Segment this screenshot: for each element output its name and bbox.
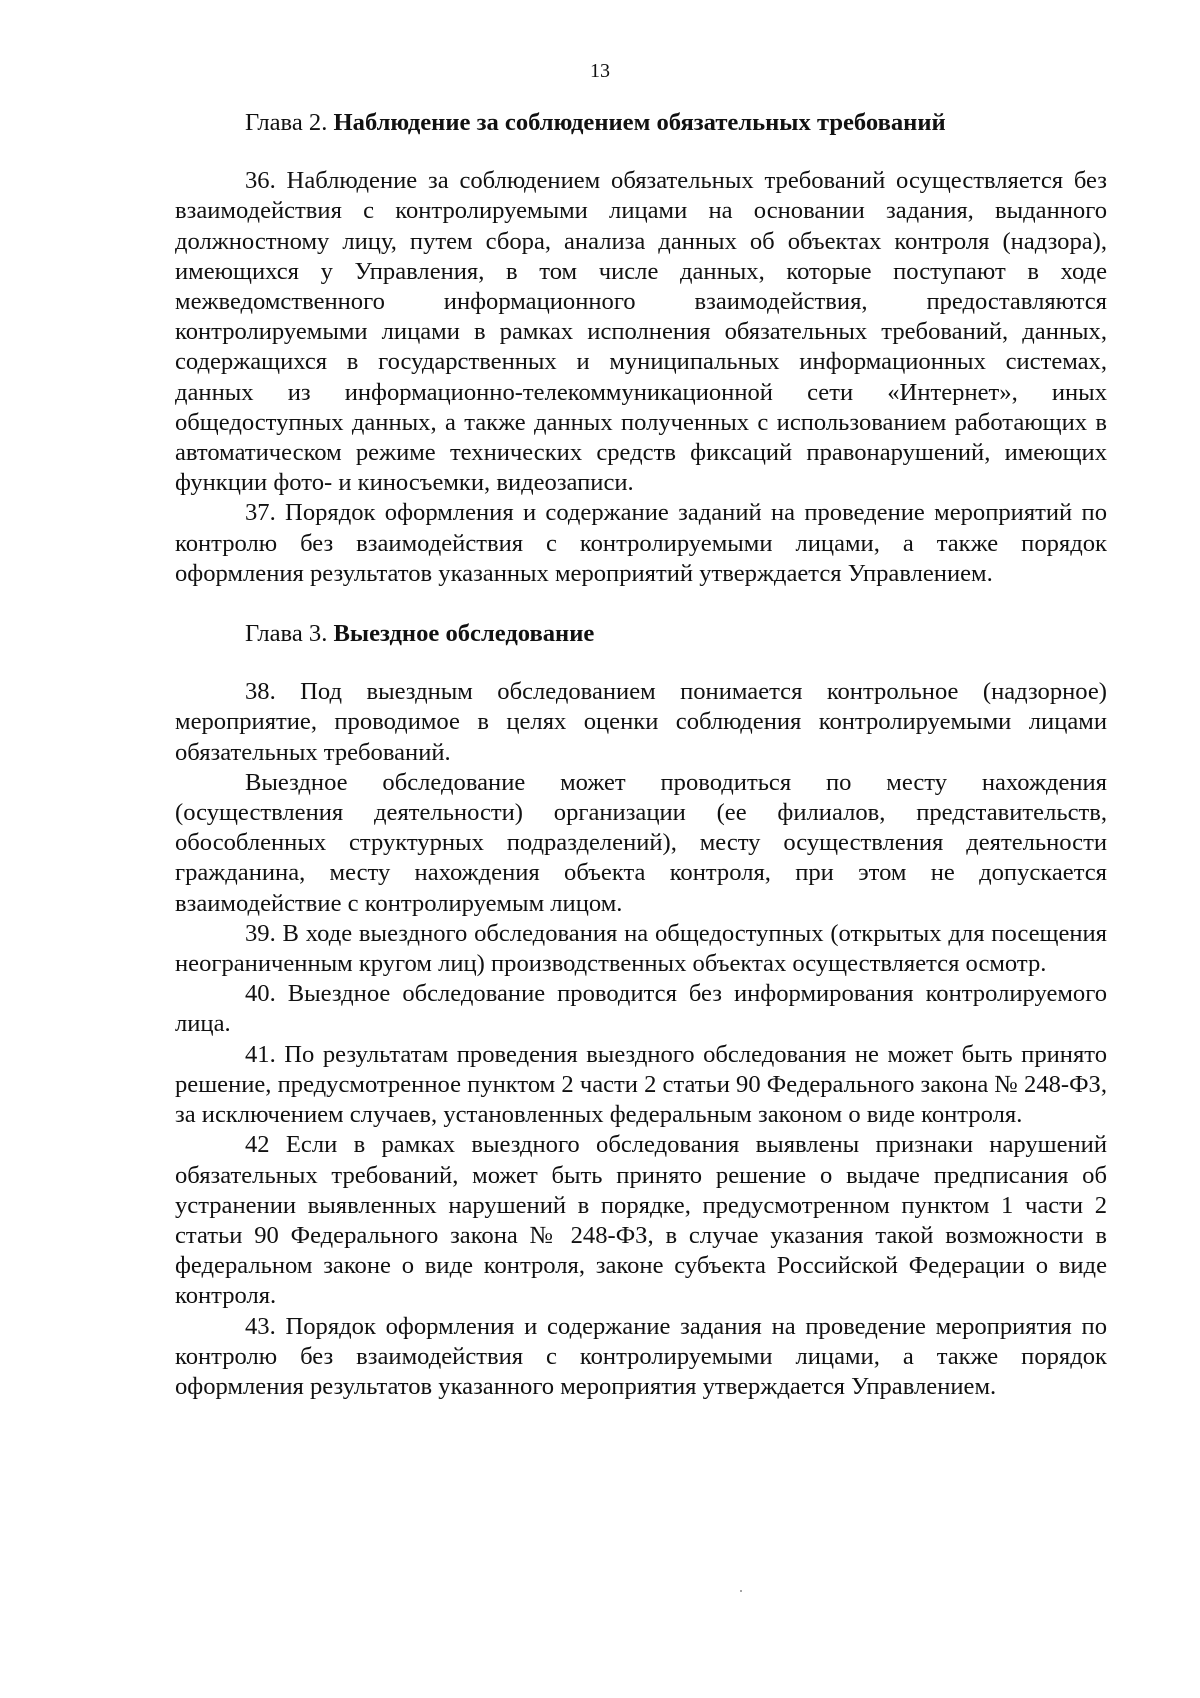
chapter-2-label: Глава 2. [245, 109, 328, 136]
paragraph-39: 39. В ходе выездного обследования на общедоступных (открытых для посещения неограниченным кругом лиц) производственных объектах осуществляется осмотр. [175, 919, 1107, 978]
chapter-2-title: Наблюдение за соблюдением обязательных требований [333, 109, 946, 136]
paragraph-40: 40. Выездное обследование проводится без информирования контролируемого лица. [175, 980, 1107, 1038]
document-body [175, 108, 1107, 1402]
paragraph-42: 42 Если в рамках выездного обследования выявлены признаки нарушений обязательных требований, может быть принято решение о выдаче предписания об устранении выявленных нарушений в порядке, предусмотренном пунктом 1 части 2 статьи 90 Федерального закона № 248-ФЗ, в случае указания такой возможности в федеральном законе о виде контроля, законе субъекта Российской Федерации о виде контроля. [175, 1131, 1107, 1310]
paragraph-38-continued: Выездное обследование может проводиться по месту нахождения (осуществления деятельности) организации (ее филиалов, представительств, обособленных структурных подразделений), месту осуществления деятельности гражданина, месту нахождения объекта контроля, при этом не допускается взаимодействие с контролируемым лицом. [175, 768, 1107, 917]
paragraph-38: 38. Под выездным обследованием понимается контрольное (надзорное) мероприятие, проводимое в целях оценки соблюдения контролируемыми лицами обязательных требований. [175, 678, 1107, 766]
page-number: 13 [590, 60, 610, 82]
paragraph-43: 43. Порядок оформления и содержание задания на проведение мероприятия по контролю без взаимодействия с контролируемыми лицами, а также порядок оформления результатов указанного мероприятия утверждается Управлением. [175, 1312, 1107, 1400]
chapter-3-title: Выездное обследование [333, 620, 595, 648]
paragraph-36: 36. Наблюдение за соблюдением обязательных требований осуществляется без взаимодействия с контролируемыми лицами на основании задания, выданного должностному лицу, путем сбора, анализа данных об объектах контроля (надзора), имеющихся у Управления, в том числе данных, которые поступают в ходе межведомственного информационного взаимодействия, предоставляются контролируемыми лицами в рамках исполнения обязательных требований, данных, содержащихся в государственных и муниципальных информационных системах, данных из информационно-телекоммуникационной сети «Интернет», иных общедоступных данных, а также данных полученных с использованием работающих в автоматическом режиме технических средств фиксаций правонарушений, имеющих функции фото- и киносъемки, видеозаписи. [175, 167, 1107, 497]
scan-speck [740, 1590, 742, 1592]
chapter-3-label: Глава 3. [245, 620, 328, 648]
paragraph-41: 41. По результатам проведения выездного обследования не может быть принято решение, предусмотренное пунктом 2 части 2 статьи 90 Федерального закона № 248-ФЗ, за исключением случаев, установленных федеральным законом о виде контроля. [175, 1040, 1107, 1129]
chapter-2-heading [175, 108, 1107, 138]
chapter-3-heading [175, 619, 1107, 649]
paragraph-37: 37. Порядок оформления и содержание заданий на проведение мероприятий по контролю без взаимодействия с контролируемыми лицами, а также порядок оформления результатов указанных мероприятий утверждается Управлением. [175, 499, 1107, 587]
